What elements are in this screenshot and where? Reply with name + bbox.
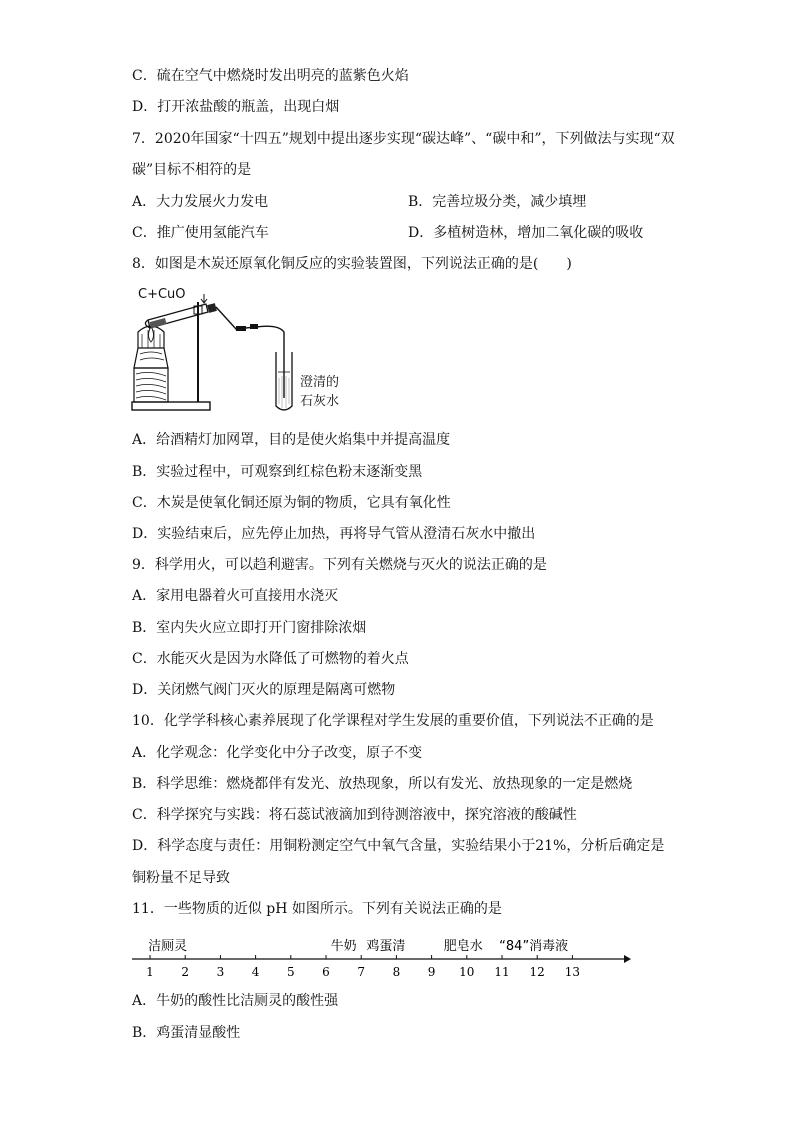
flame bbox=[149, 326, 154, 342]
ph-tick-label: 7 bbox=[357, 965, 366, 979]
q10-option-b: B．科学思维：燃烧都伴有发光、放热现象，所以有发光、放热现象的一定是燃烧 bbox=[132, 776, 633, 792]
q9-option-b: B．室内失火应立即打开门窗排除浓烟 bbox=[132, 620, 367, 636]
q10-stem: 10．化学学科核心素养展现了化学课程对学生发展的重要价值，下列说法不正确的是 bbox=[132, 713, 654, 729]
ph-tick-label: 5 bbox=[286, 965, 295, 979]
q9-option-d: D．关闭燃气阀门灭火的原理是隔离可燃物 bbox=[132, 682, 396, 698]
q9-stem: 9．科学用火，可以趋利避害。下列有关燃烧与灭火的说法正确的是 bbox=[132, 557, 547, 573]
delivery-tube bbox=[216, 307, 284, 398]
ph-scale-figure bbox=[128, 932, 638, 980]
q11-stem: 11．一些物质的近似 pH 如图所示。下列有关说法正确的是 bbox=[132, 901, 502, 917]
q9-option-c: C．水能灭火是因为水降低了可燃物的着火点 bbox=[132, 651, 409, 667]
q8-stem: 8．如图是木炭还原氧化铜反应的实验装置图，下列说法正确的是( ) bbox=[132, 256, 572, 272]
limewater-label-1: 澄清的 bbox=[300, 375, 340, 390]
q7-option-b: B．完善垃圾分类，减少填埋 bbox=[408, 194, 587, 210]
q10-option-a: A．化学观念：化学变化中分子改变，原子不变 bbox=[132, 745, 423, 761]
q8-option-a: A．给酒精灯加网罩，目的是使火焰集中并提高温度 bbox=[132, 432, 451, 448]
ph-tick-label: 13 bbox=[564, 965, 581, 979]
ph-tick-label: 6 bbox=[322, 965, 330, 979]
stand-base bbox=[132, 402, 210, 410]
q8-option-b: B．实验过程中，可观察到红棕色粉末逐渐变黑 bbox=[132, 464, 423, 480]
q10-option-c: C．科学探究与实践：将石蕊试液滴加到待测溶液中，探究溶液的酸碱性 bbox=[132, 807, 577, 823]
ph-tick-label: 11 bbox=[494, 965, 510, 979]
ph-tick-label: 10 bbox=[459, 965, 475, 979]
q7-stem-line2: 碳”目标不相符的是 bbox=[132, 162, 252, 178]
q10-option-d-line1: D．科学态度与责任：用铜粉测定空气中氧气含量，实验结果小于21%，分析后确定是 bbox=[132, 838, 665, 854]
q7-option-d: D．多植树造林，增加二氧化碳的吸收 bbox=[408, 225, 644, 241]
q8-option-c: C．木炭是使氧化铜还原为铜的物质，它具有氧化性 bbox=[132, 495, 451, 511]
q7-option-a: A．大力发展火力发电 bbox=[132, 194, 269, 210]
ph-tick-label: 9 bbox=[427, 965, 436, 979]
ph-tick-label: 8 bbox=[392, 965, 401, 979]
ph-axis-arrow bbox=[624, 955, 631, 963]
q8-option-d: D．实验结束后，应先停止加热，再将导气管从澄清石灰水中撤出 bbox=[132, 526, 536, 542]
reactant-label: C+CuO bbox=[138, 287, 186, 302]
q9-option-a: A．家用电器着火可直接用水浇灭 bbox=[132, 588, 339, 604]
q11-option-a: A．牛奶的酸性比洁厕灵的酸性强 bbox=[132, 993, 339, 1009]
ph-tick-label: 12 bbox=[529, 965, 545, 979]
limewater-label-2: 石灰水 bbox=[300, 394, 340, 409]
q11-option-b: B．鸡蛋清显酸性 bbox=[132, 1025, 241, 1041]
ph-substance-label: 肥皂水 bbox=[443, 939, 483, 954]
q6-option-c: C．硫在空气中燃烧时发出明亮的蓝紫色火焰 bbox=[132, 68, 409, 84]
q7-stem-line1: 7．2020年国家“十四五”规划中提出逐步实现“碳达峰”、“碳中和”，下列做法与实现“双 bbox=[132, 131, 675, 147]
q6-option-d: D．打开浓盐酸的瓶盖，出现白烟 bbox=[132, 99, 340, 115]
ph-substance-label: 鸡蛋清 bbox=[366, 939, 406, 954]
ph-tick-label: 3 bbox=[216, 965, 225, 979]
ph-tick-label: 1 bbox=[146, 965, 154, 979]
ph-tick-label: 4 bbox=[251, 965, 260, 979]
ph-substance-label: “84”消毒液 bbox=[499, 939, 569, 954]
ph-tick-label: 2 bbox=[181, 965, 190, 979]
experiment-apparatus-figure bbox=[128, 280, 368, 420]
q10-option-d-line2: 铜粉量不足导致 bbox=[132, 870, 230, 886]
ph-substance-label: 牛奶 bbox=[330, 939, 357, 954]
q7-option-c: C．推广使用氢能汽车 bbox=[132, 225, 269, 241]
ph-substance-label: 洁厕灵 bbox=[148, 939, 188, 954]
